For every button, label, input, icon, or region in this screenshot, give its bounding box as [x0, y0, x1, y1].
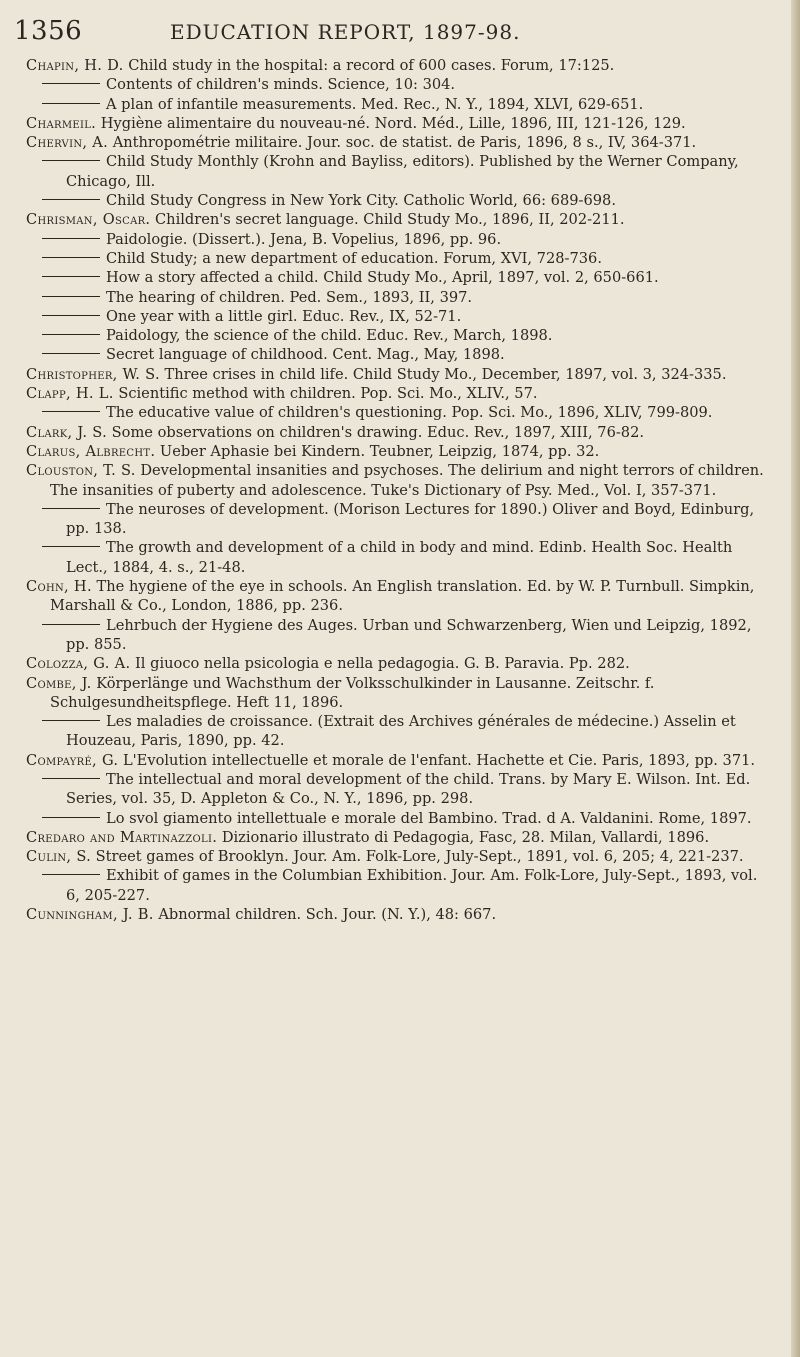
- entry-author: Clapp, H. L.: [26, 385, 114, 403]
- entry-text: A plan of infantile measurements. Med. Rec., N. Y., 1894, XLVI, 629-651.: [106, 95, 644, 113]
- bibliography-entry: [26, 905, 771, 924]
- ditto-dash: [42, 624, 100, 625]
- bibliography-entry: [26, 500, 771, 539]
- entry-author: Cohn, H.: [26, 578, 92, 596]
- bibliography-entry: [26, 751, 771, 770]
- entry-author: Christopher, W. S.: [26, 365, 160, 383]
- bibliography-entry: [26, 133, 771, 152]
- bibliography-entry: [26, 577, 771, 616]
- ditto-dash: [42, 353, 100, 354]
- ditto-dash: [42, 296, 100, 297]
- bibliography-entry: [26, 191, 771, 210]
- bibliography-entry: [26, 712, 771, 751]
- entry-text: The hygiene of the eye in schools. An English translation. Ed. by W. P. Turnbull. Simpkin, Marshall & Co., London, 1886, pp. 236.: [50, 578, 755, 615]
- ditto-dash: [42, 334, 100, 335]
- bibliography-entry: [26, 674, 771, 713]
- bibliography-entry: [26, 847, 771, 866]
- ditto-dash: [42, 276, 100, 277]
- entry-text: Contents of children's minds. Science, 10: 304.: [106, 76, 456, 94]
- bibliography-entry: [26, 230, 771, 249]
- ditto-dash: [42, 778, 100, 779]
- bibliography-entry: [26, 616, 771, 655]
- ditto-dash: [42, 546, 100, 547]
- entry-text: Exhibit of games in the Columbian Exhibition. Jour. Am. Folk-Lore, July-Sept., 1893, vol. 6, 205-227.: [66, 867, 758, 904]
- entry-text: The educative value of children's questioning. Pop. Sci. Mo., 1896, XLIV, 799-809.: [106, 404, 713, 422]
- bibliography-entry: [26, 288, 771, 307]
- entry-text: Körperlänge und Wachsthum der Volksschulkinder in Lausanne. Zeitschr. f. Schulgesundheitspflege. Heft 11, 1896.: [50, 674, 655, 711]
- ditto-dash: [42, 257, 100, 258]
- entry-text: Secret language of childhood. Cent. Mag., May, 1898.: [106, 346, 505, 364]
- entry-text: The hearing of children. Ped. Sem., 1893, II, 397.: [106, 288, 473, 306]
- bibliography-entry: [26, 538, 771, 577]
- entry-text: Paidology, the science of the child. Educ. Rev., March, 1898.: [106, 327, 553, 345]
- ditto-dash: [42, 83, 100, 84]
- ditto-dash: [42, 874, 100, 875]
- entry-text: Ueber Aphasie bei Kindern. Teubner, Leipzig, 1874, pp. 32.: [159, 442, 600, 460]
- entry-text: Child Study; a new department of education. Forum, XVI, 728-736.: [106, 249, 602, 267]
- entry-text: The growth and development of a child in body and mind. Edinb. Health Soc. Health Lect., 1884, 4. s., 21-48.: [66, 539, 733, 576]
- entry-author: Clark, J. S.: [26, 423, 108, 441]
- entry-author: Compayré, G.: [26, 751, 119, 769]
- entry-text: Children's secret language. Child Study Mo., 1896, II, 202-211.: [155, 211, 625, 229]
- bibliography-entry: [26, 95, 771, 114]
- entry-text: Street games of Brooklyn. Jour. Am. Folk-Lore, July-Sept., 1891, vol. 6, 205; 4, 221-237.: [95, 848, 744, 866]
- entry-text: L'Evolution intellectuelle et morale de l'enfant. Hachette et Cie. Paris, 1893, pp. 371.: [122, 751, 756, 769]
- ditto-dash: [42, 411, 100, 412]
- page-number: 1356: [14, 16, 83, 46]
- entry-text: Scientific method with children. Pop. Sci. Mo., XLIV., 57.: [118, 385, 538, 403]
- entry-text: Abnormal children. Sch. Jour. (N. Y.), 48: 667.: [158, 906, 497, 924]
- entry-text: Child study in the hospital: a record of 600 cases. Forum, 17:125.: [128, 57, 615, 74]
- bibliography-entry: [26, 249, 771, 268]
- entry-text: Les maladies de croissance. (Extrait des Archives générales de médecine.) Asselin et Houzeau, Paris, 1890, pp. 42.: [66, 713, 736, 750]
- page-edge: [791, 0, 800, 1357]
- bibliography-entry: [26, 365, 771, 384]
- ditto-dash: [42, 238, 100, 239]
- ditto-dash: [42, 720, 100, 721]
- bibliography-entry: [26, 56, 771, 75]
- bibliography-entry: [26, 442, 771, 461]
- ditto-dash: [42, 103, 100, 104]
- entry-author: Clouston, T. S.: [26, 462, 136, 480]
- entry-text: Some observations on children's drawing. Educ. Rev., 1897, XIII, 76-82.: [111, 423, 645, 441]
- ditto-dash: [42, 508, 100, 509]
- entry-text: The neuroses of development. (Morison Lectures for 1890.) Oliver and Boyd, Edinburg, pp. 138.: [66, 500, 755, 538]
- entry-text: How a story affected a child. Child Study Mo., April, 1897, vol. 2, 650-661.: [106, 269, 659, 287]
- bibliography-entry: [26, 770, 771, 809]
- bibliography-list: [26, 56, 771, 924]
- entry-text: Child Study Monthly (Krohn and Bayliss, editors). Published by the Werner Company, Chicago, Ill.: [66, 153, 739, 190]
- entry-author: Charmeil.: [26, 114, 97, 132]
- entry-author: Chapin, H. D.: [26, 57, 124, 74]
- ditto-dash: [42, 199, 100, 200]
- entry-text: Three crises in child life. Child Study Mo., December, 1897, vol. 3, 324-335.: [164, 365, 727, 383]
- bibliography-entry: [26, 809, 771, 828]
- entry-author: Culin, S.: [26, 848, 92, 866]
- entry-text: Dizionario illustrato di Pedagogia, Fasc, 28. Milan, Vallardi, 1896.: [221, 828, 710, 846]
- bibliography-entry: [26, 828, 771, 847]
- bibliography-entry: [26, 307, 771, 326]
- bibliography-entry: [26, 403, 771, 422]
- entry-author: Chervin, A.: [26, 134, 109, 152]
- ditto-dash: [42, 817, 100, 818]
- entry-author: Credaro and Martinazzoli.: [26, 828, 218, 846]
- bibliography-entry: [26, 654, 771, 673]
- entry-author: Combe, J.: [26, 674, 92, 692]
- bibliography-entry: [26, 326, 771, 345]
- bibliography-entry: [26, 268, 771, 287]
- ditto-dash: [42, 160, 100, 161]
- entry-text: Hygiène alimentaire du nouveau-né. Nord. Méd., Lille, 1896, III, 121-126, 129.: [100, 114, 686, 132]
- bibliography-entry: [26, 345, 771, 364]
- entry-text: The intellectual and moral development of the child. Trans. by Mary E. Wilson. Int. Ed. Series, vol. 35, D. Appleton & Co., N. Y., 1896, pp. 298.: [66, 770, 751, 808]
- bibliography-entry: [26, 152, 771, 191]
- bibliography-entry: [26, 423, 771, 442]
- bibliography-entry: [26, 75, 771, 94]
- entry-author: Cunningham, J. B.: [26, 906, 154, 924]
- running-head: EDUCATION REPORT, 1897-98.: [170, 20, 521, 44]
- entry-text: Paidologie. (Dissert.). Jena, B. Vopelius, 1896, pp. 96.: [106, 230, 502, 248]
- entry-text: One year with a little girl. Educ. Rev., IX, 52-71.: [106, 307, 462, 325]
- bibliography-entry: [26, 210, 771, 229]
- page-header: [14, 16, 774, 52]
- bibliography-entry: [26, 866, 771, 905]
- ditto-dash: [42, 315, 100, 316]
- entry-text: Child Study Congress in New York City. Catholic World, 66: 689-698.: [106, 192, 616, 210]
- entry-text: Lo svol giamento intellettuale e morale del Bambino. Trad. d A. Valdanini. Rome, 1897.: [106, 809, 752, 827]
- entry-text: Developmental insanities and psychoses. The delirium and night terrors of children. The insanities of puberty and adolescence. Tuke's Dictionary of Psy. Med., Vol. I, 357-371.: [50, 462, 764, 499]
- entry-text: Il giuoco nella psicologia e nella pedagogia. G. B. Paravia. Pp. 282.: [135, 655, 630, 673]
- entry-author: Colozza, G. A.: [26, 655, 131, 673]
- bibliography-entry: [26, 114, 771, 133]
- entry-text: Anthropométrie militaire. Jour. soc. de statist. de Paris, 1896, 8 s., IV, 364-371.: [112, 134, 697, 152]
- entry-text: Lehrbuch der Hygiene des Auges. Urban und Schwarzenberg, Wien und Leipzig, 1892, pp. 855.: [66, 616, 752, 653]
- bibliography-entry: [26, 461, 771, 500]
- bibliography-entry: [26, 384, 771, 403]
- entry-author: Chrisman, Oscar.: [26, 211, 151, 229]
- entry-author: Clarus, Albrecht.: [26, 442, 156, 460]
